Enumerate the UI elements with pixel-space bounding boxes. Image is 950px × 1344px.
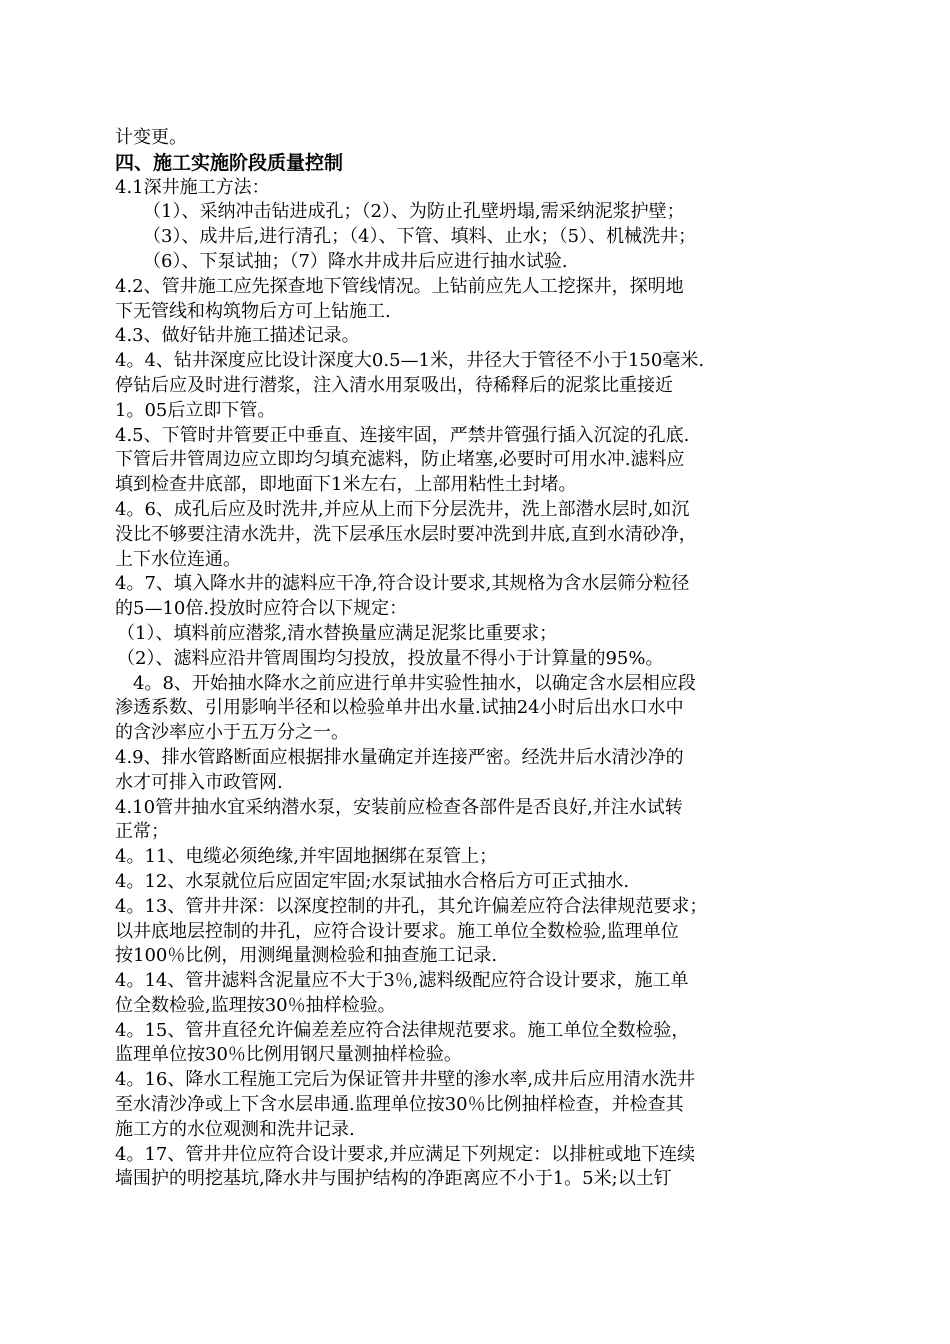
text-line: 1。05后立即下管。 bbox=[115, 399, 276, 421]
text-line: 4。16、降水工程施工完后为保证管井井壁的渗水率,成井后应用清水洗井 bbox=[115, 1069, 696, 1091]
text-line: 监理单位按30％比例用钢尺量测抽样检验。 bbox=[115, 1044, 462, 1066]
text-line: 4。7、填入降水井的滤料应干净,符合设计要求,其规格为含水层筛分粒径 bbox=[115, 573, 690, 595]
text-line: （1）、填料前应潜浆,清水替换量应满足泥浆比重要求； bbox=[117, 622, 558, 644]
text-line: 的含沙率应小于五万分之一。 bbox=[115, 722, 349, 744]
text-line: 4.3、做好钻井施工描述记录。 bbox=[115, 325, 360, 347]
text-line: 的5—10倍.投放时应符合以下规定： bbox=[115, 598, 408, 620]
text-line: 4。11、电缆必须绝缘,并牢固地捆绑在泵管上； bbox=[115, 846, 498, 868]
text-line: 4。17、管井井位应符合设计要求,并应满足下列规定：以排桩或地下连续 bbox=[115, 1143, 696, 1165]
text-line: （3）、成井后,进行清孔；（4）、下管、填料、止水；（5）、机械洗井； bbox=[143, 226, 697, 248]
document-body bbox=[115, 126, 840, 1192]
text-line: 4.9、排水管路断面应根据排水量确定并连接严密。经洗井后水清沙净的 bbox=[115, 746, 684, 768]
text-line: 施工方的水位观测和洗井记录. bbox=[115, 1118, 355, 1140]
text-line: 墙围护的明挖基坑,降水井与围护结构的净距离应不小于1。5米;以土钉 bbox=[115, 1168, 672, 1190]
text-line: 4.10管井抽水宜采纳潜水泵，安装前应检查各部件是否良好,并注水试转 bbox=[115, 796, 683, 818]
text-line: 4.5、下管时井管要正中垂直、连接牢固，严禁井管强行插入沉淀的孔底. bbox=[115, 424, 690, 446]
text-line: 停钻后应及时进行潜浆，注入清水用泵吸出，待稀释后的泥浆比重接近 bbox=[115, 374, 673, 396]
text-line: 正常； bbox=[115, 821, 169, 843]
text-line: 至水清沙净或上下含水层串通.监理单位按30％比例抽样检查，并检查其 bbox=[115, 1094, 684, 1116]
text-line: 下无管线和构筑物后方可上钻施工. bbox=[115, 300, 391, 322]
text-line: 计变更。 bbox=[115, 127, 187, 148]
text-line: 没比不够要注清水洗井，洗下层承压水层时要冲洗到井底,直到水清砂净， bbox=[115, 523, 697, 545]
text-line: 4.2、管井施工应先探查地下管线情况。上钻前应先人工挖探井，探明地 bbox=[115, 275, 684, 297]
text-line: 4.1深井施工方法： bbox=[115, 176, 270, 198]
text-line: （2）、滤料应沿井管周围均匀投放，投放量不得小于计算量的95%。 bbox=[117, 647, 664, 669]
text-line: 渗透系数、引用影响半径和以检验单井出水量.试抽24小时后出水口水中 bbox=[115, 697, 684, 719]
text-line: 4。6、成孔后应及时洗井,并应从上而下分层洗井，洗上部潜水层时,如沉 bbox=[115, 498, 690, 520]
text-line: 4。12、水泵就位后应固定牢固;水泵试抽水合格后方可正式抽水. bbox=[115, 870, 630, 892]
text-line: （1）、采纳冲击钻进成孔；（2）、为防止孔壁坍塌,需采纳泥浆护壁； bbox=[143, 201, 685, 223]
section-heading: 四、施工实施阶段质量控制 bbox=[115, 151, 344, 174]
text-line: （6）、下泵试抽；（7）降水井成井后应进行抽水试验. bbox=[143, 250, 568, 272]
text-line: 位全数检验,监理按30％抽样检验。 bbox=[115, 994, 396, 1016]
text-line: 按100％比例，用测绳量测检验和抽查施工记录. bbox=[115, 945, 498, 967]
text-line: 水才可排入市政管网. bbox=[115, 771, 283, 793]
text-line: 上下水位连通。 bbox=[115, 548, 241, 570]
text-line: 填到检查井底部，即地面下1米左右，上部用粘性土封堵。 bbox=[115, 474, 577, 496]
text-line: 4。15、管井直径允许偏差差应符合法律规范要求。施工单位全数检验， bbox=[115, 1019, 690, 1041]
text-line: 4。13、管井井深：以深度控制的井孔，其允许偏差应符合法律规范要求； bbox=[115, 895, 708, 917]
text-line: 以井底地层控制的井孔，应符合设计要求。施工单位全数检验,监理单位 bbox=[115, 920, 679, 942]
text-line: 4。8、开始抽水降水之前应进行单井实验性抽水，以确定含水层相应段 bbox=[133, 672, 696, 694]
text-line: 4。14、管井滤料含泥量应不大于3％,滤料级配应符合设计要求，施工单 bbox=[115, 970, 689, 992]
text-line: 4。4、钻井深度应比设计深度大0.5—1米，井径大于管径不小于150毫米. bbox=[115, 350, 705, 372]
text-line: 下管后井管周边应立即均匀填充滤料，防止堵塞,必要时可用水冲.滤料应 bbox=[115, 449, 685, 471]
